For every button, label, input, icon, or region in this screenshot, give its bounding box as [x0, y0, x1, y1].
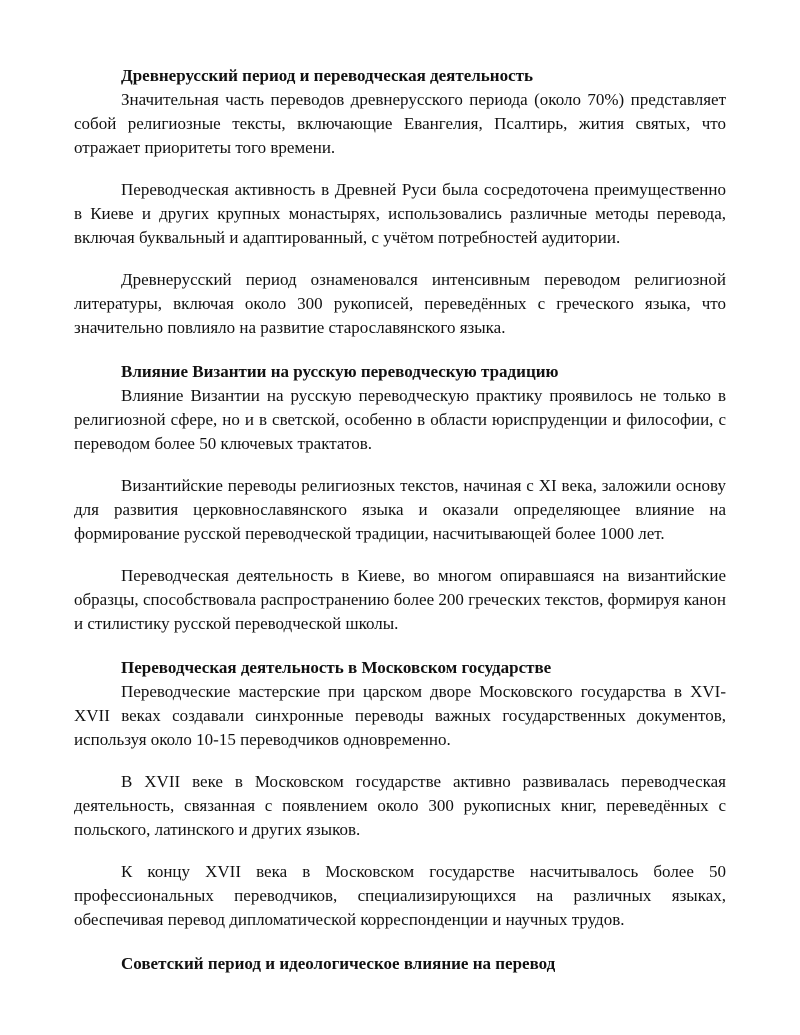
paragraph: Переводческая деятельность в Киеве, во многом опиравшаяся на византийские образцы, способствовала распространению более 200 греческих текстов, формируя канон и стилистику русской переводческой школы. [74, 566, 726, 633]
section-byzantium [74, 360, 726, 636]
paragraph: К концу XVII века в Московском государстве насчитывалось более 50 профессиональных переводчиков, специализирующихся на различных языках, обеспечивая перевод дипломатической корреспонденции и научных трудов. [74, 862, 726, 929]
paragraph: Значительная часть переводов древнерусского периода (около 70%) представляет собой религиозные тексты, включающие Евангелия, Псалтирь, жития святых, что отражает приоритеты того времени. [74, 90, 726, 157]
section-heading: Переводческая деятельность в Московском государстве [121, 658, 552, 677]
paragraph: Византийские переводы религиозных текстов, начиная с XI века, заложили основу для развития церковнославянского языка и оказали определяющее влияние на формирование русской переводческой традиции, насчитывающей более 1000 лет. [74, 476, 726, 543]
document-page [74, 64, 726, 996]
section-moscow-state [74, 656, 726, 932]
section-old-russian [74, 64, 726, 340]
section-soviet [74, 952, 726, 976]
paragraph: В XVII веке в Московском государстве активно развивалась переводческая деятельность, связанная с появлением около 300 рукописных книг, переведённых с польского, латинского и других языков. [74, 772, 726, 839]
section-heading: Древнерусский период и переводческая деятельность [121, 66, 533, 85]
paragraph: Переводческие мастерские при царском дворе Московского государства в XVI-XVII веках создавали синхронные переводы важных государственных документов, используя около 10-15 переводчиков одновременно. [74, 682, 726, 749]
paragraph: Переводческая активность в Древней Руси была сосредоточена преимущественно в Киеве и других крупных монастырях, использовались различные методы перевода, включая буквальный и адаптированный, с учётом потребностей аудитории. [74, 180, 726, 247]
paragraph: Древнерусский период ознаменовался интенсивным переводом религиозной литературы, включая около 300 рукописей, переведённых с греческого языка, что значительно повлияло на развитие старославянского языка. [74, 270, 726, 337]
paragraph: Влияние Византии на русскую переводческую практику проявилось не только в религиозной сфере, но и в светской, особенно в области юриспруденции и философии, с переводом более 50 ключевых трактатов. [74, 386, 726, 453]
section-heading: Влияние Византии на русскую переводческую традицию [121, 362, 559, 381]
section-heading: Советский период и идеологическое влияние на перевод [121, 954, 556, 973]
